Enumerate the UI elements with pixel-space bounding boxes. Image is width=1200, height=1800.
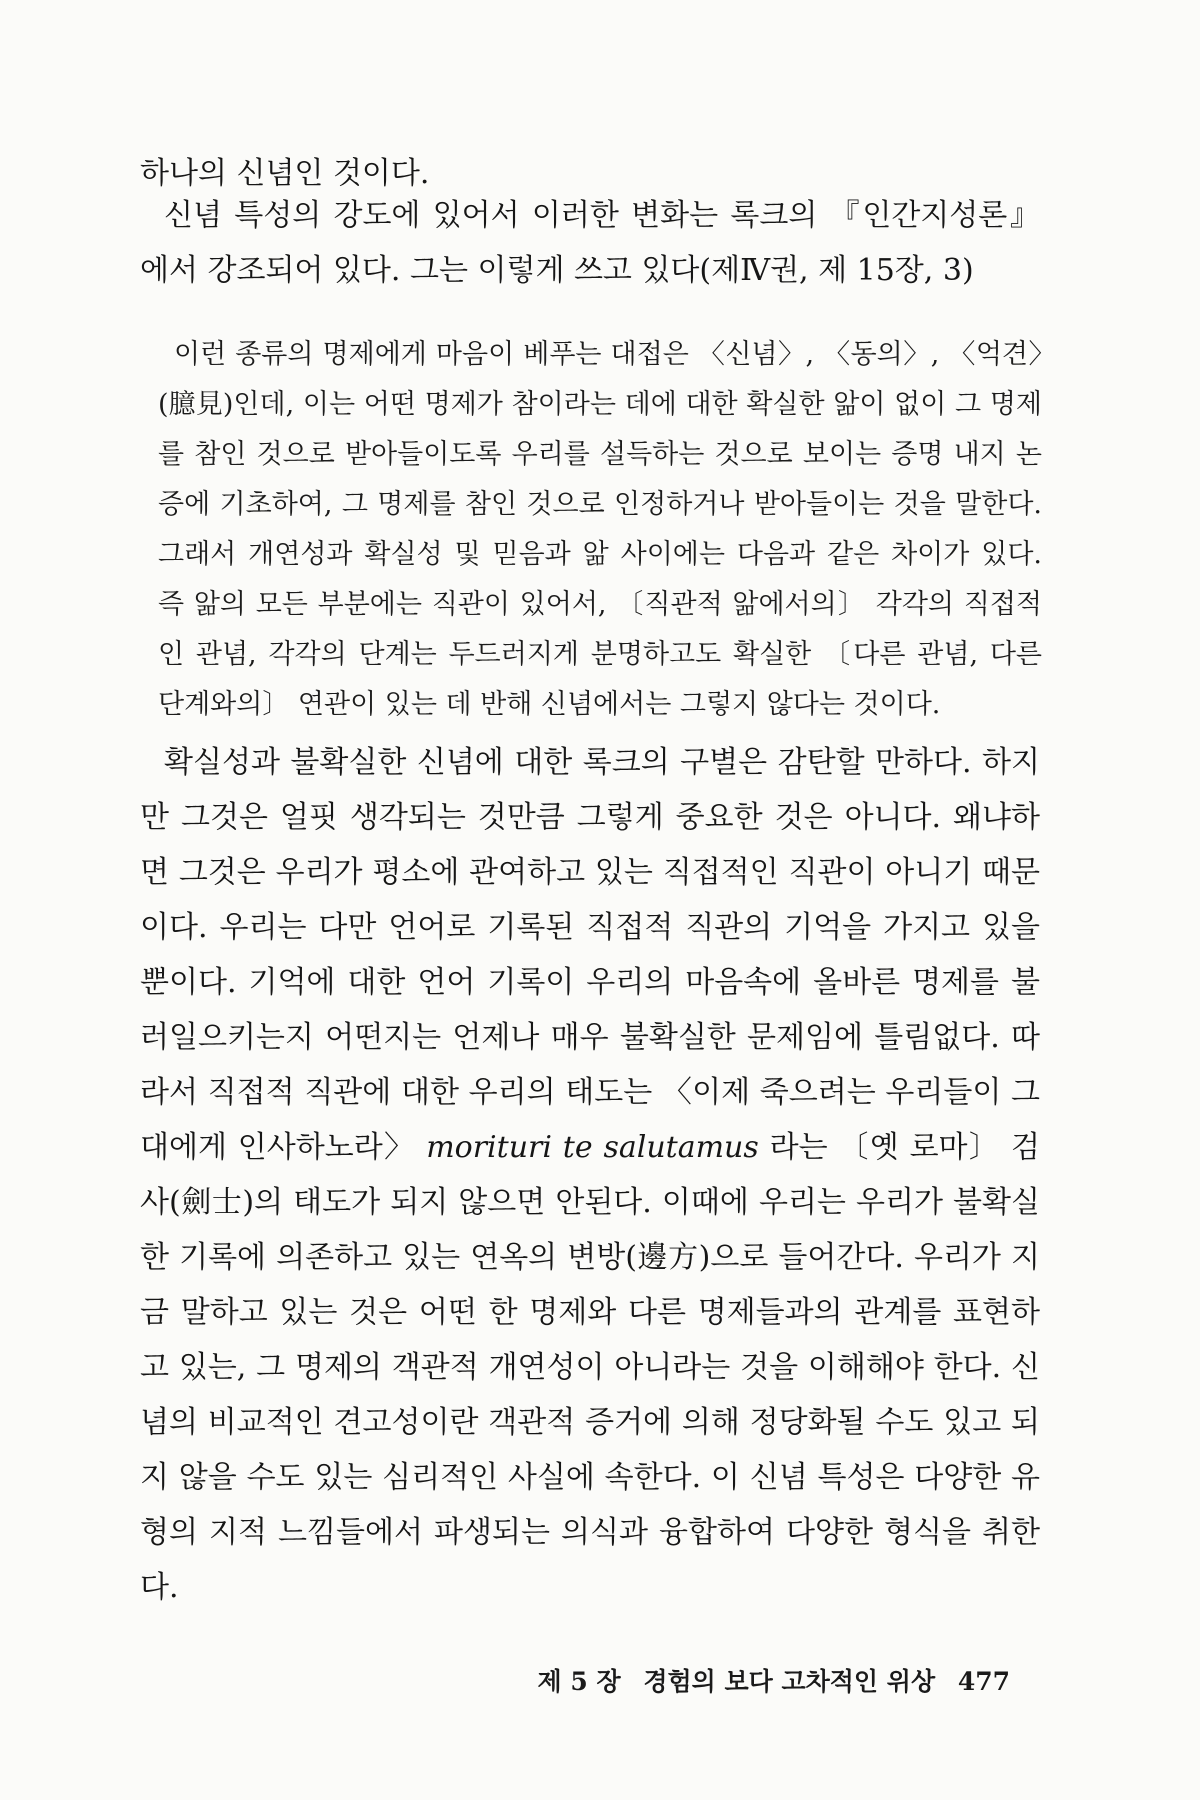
intro-paragraph: 신념 특성의 강도에 있어서 이러한 변화는 록크의 『인간지성론』에서 강조되어 있다. 그는 이렇게 쓰고 있다(제Ⅳ권, 제 15장, 3) [140,198,1040,288]
running-footer [0,1662,1010,1698]
main-paragraph [140,735,1040,1615]
page-number: 477 [957,1667,1010,1696]
block-quote: 이런 종류의 명제에게 마음이 베푸는 대접은 〈신념〉, 〈동의〉, 〈억견〉(臆見)인데, 이는 어떤 명제가 참이라는 데에 대한 확실한 앎이 없이 그 명제를 참인 것으로 받아들이도록 우리를 설득하는 것으로 보이는 증명 내지 논증에 기초하여, 그 명제를 참인 것으로 인정하거나 받아들이는 것을 말한다. 그래서 개연성과 확실성 및 믿음과 앎 사이에는 다음과 같은 차이가 있다. 즉 앎의 모든 부분에는 직관이 있어서, 〔직관적 앎에서의〕 각각의 직접적인 관념, 각각의 단계는 두드러지게 분명하고도 확실한 〔다른 관념, 다른 단계와의〕 연관이 있는 데 반해 신념에서는 그렇지 않다는 것이다. [158,339,1042,720]
opening-line: 하나의 신념인 것이다. [140,156,430,191]
chapter-label: 제 5 장 [537,1667,621,1696]
main-paragraph-text-1: 확실성과 불확실한 신념에 대한 록크의 구별은 감탄할 만하다. 하지만 그것은 얼핏 생각되는 것만큼 그렇게 중요한 것은 아니다. 왜냐하면 그것은 우리가 평소에 관여하고 있는 직접적인 직관이 아니기 때문이다. 우리는 다만 언어로 기록된 직접적 직관의 기억을 가지고 있을 뿐이다. 기억에 대한 언어 기록이 우리의 마음속에 올바른 명제를 불러일으키는지 어떤지는 언제나 매우 불확실한 문제임에 틀림없다. 따라서 직접적 직관에 대한 우리의 태도는 〈이제 죽으려는 우리들이 그대에게 인사하노라〉 [140,745,1040,1165]
chapter-title: 경험의 보다 고차적인 위상 [643,1667,936,1696]
latin-phrase: morituri te salutamus [426,1130,759,1165]
main-paragraph-text-2: 라는 〔옛 로마〕 검사(劍士)의 태도가 되지 않으면 안된다. 이때에 우리는 우리가 불확실한 기록에 의존하고 있는 연옥의 변방(邊方)으로 들어간다. 우리가 지금 말하고 있는 것은 어떤 한 명제와 다른 명제들과의 관계를 표현하고 있는, 그 명제의 객관적 개연성이 아니라는 것을 이해해야 한다. 신념의 비교적인 견고성이란 객관적 증거에 의해 정당화될 수도 있고 되지 않을 수도 있는 심리적인 사실에 속한다. 이 신념 특성은 다양한 유형의 지적 느낌들에서 파생되는 의식과 융합하여 다양한 형식을 취한다. [140,1130,1040,1605]
